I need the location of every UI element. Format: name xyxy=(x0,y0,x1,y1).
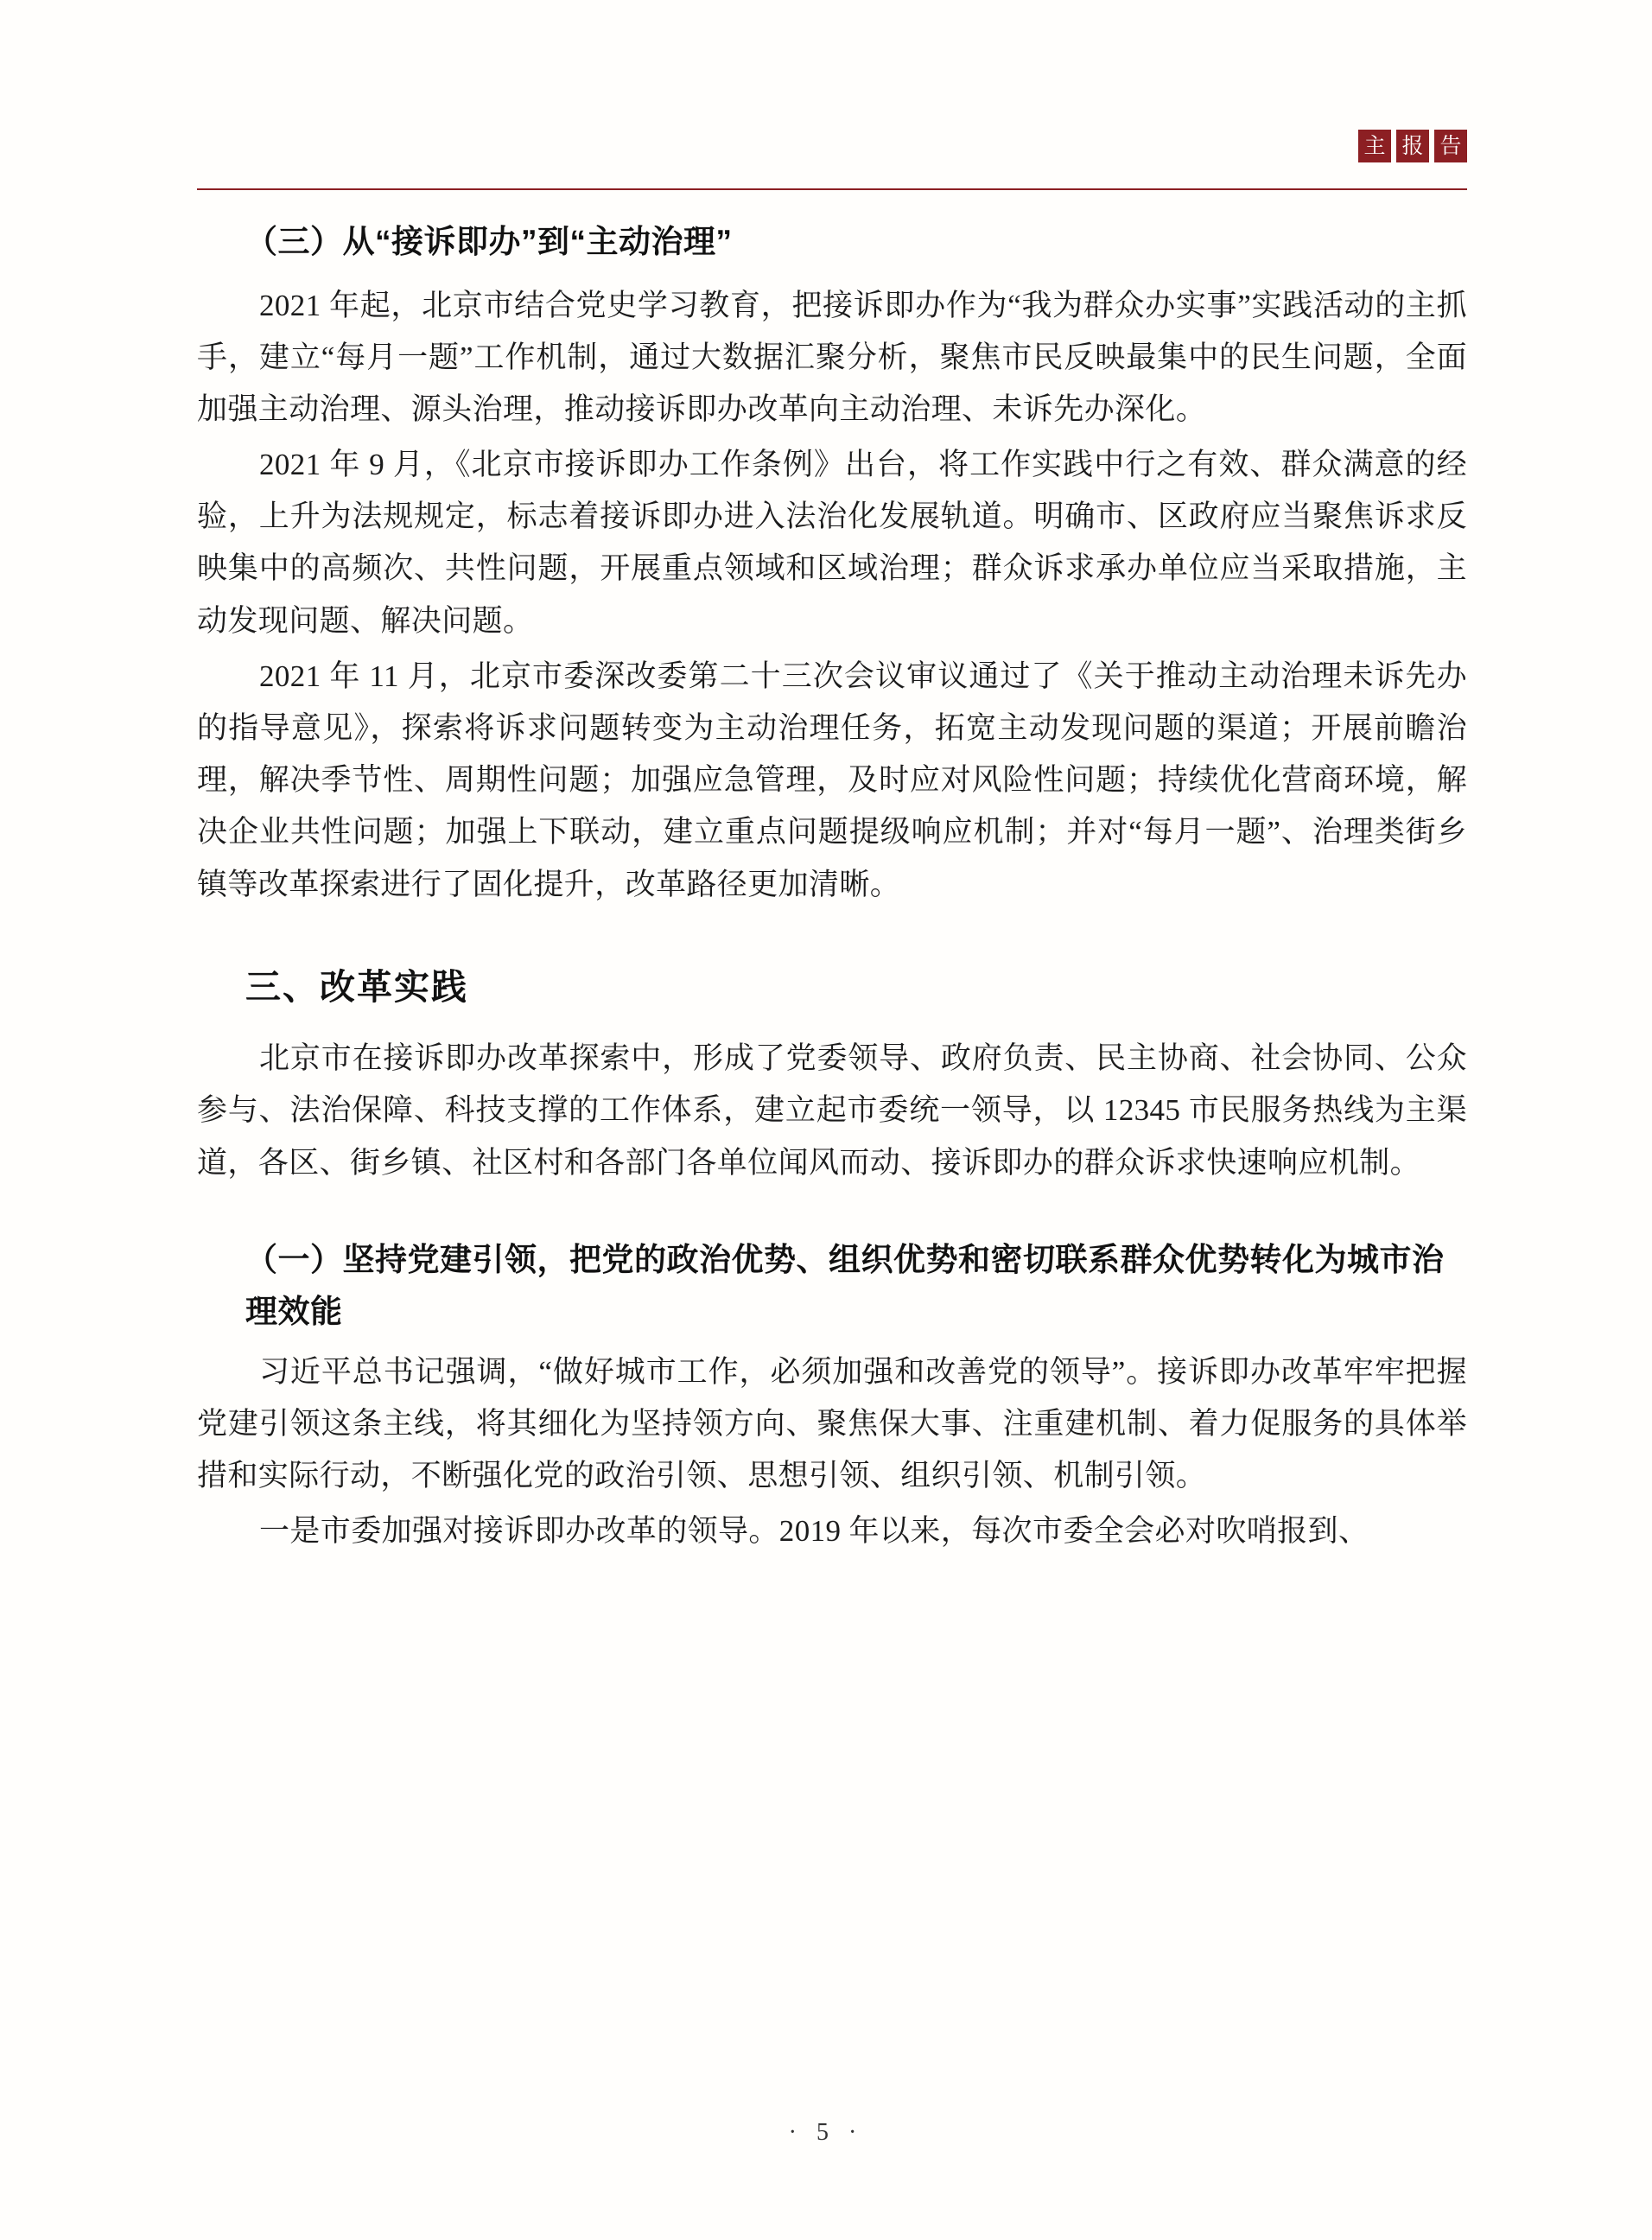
paragraph-3: 2021 年 11 月，北京市委深改委第二十三次会议审议通过了《关于推动主动治理未诉先办的指导意见》，探索将诉求问题转变为主动治理任务，拓宽主动发现问题的渠道；开展前瞻治理，解决季节性、周期性问题；加强应急管理，及时应对风险性问题；持续优化营商环境，解决企业共性问题；加强上下联动，建立重点问题提级响应机制；并对“每月一题”、治理类街乡镇等改革探索进行了固化提升，改革路径更加清晰。 xyxy=(197,659,1467,901)
page-header xyxy=(197,130,1467,190)
heading-section-3-part-1: （一）坚持党建引领，把党的政治优势、组织优势和密切联系群众优势转化为城市治理效能 xyxy=(245,1241,1445,1329)
paragraph-4: 北京市在接诉即办改革探索中，形成了党委领导、政府负责、民主协商、社会协同、公众参与、法治保障、科技支撑的工作体系，建立起市委统一领导，以 12345 市民服务热线为主渠道，各区、街乡镇、社区村和各部门各单位闻风而动、接诉即办的群众诉求快速响应机制。 xyxy=(197,1041,1467,1180)
paragraph-6: 一是市委加强对接诉即办改革的领导。2019 年以来，每次市委全会必对吹哨报到、 xyxy=(259,1514,1369,1549)
header-divider xyxy=(197,188,1467,190)
page-content xyxy=(197,218,1467,1561)
section-badge xyxy=(1358,130,1467,162)
badge-char-3: 告 xyxy=(1434,130,1467,162)
page-number: · 5 · xyxy=(788,2119,864,2146)
paragraph-2: 2021 年 9 月，《北京市接诉即办工作条例》出台，将工作实践中行之有效、群众满意的经验，上升为法规规定，标志着接诉即办进入法治化发展轨道。明确市、区政府应当聚焦诉求反映集中的高频次、共性问题，开展重点领域和区域治理；群众诉求承办单位应当采取措施，主动发现问题、解决问题。 xyxy=(197,448,1467,638)
badge-char-1: 主 xyxy=(1358,130,1391,162)
heading-section-3: 三、改革实践 xyxy=(245,966,468,1007)
heading-section-3-part-3: （三）从“接诉即办”到“主动治理” xyxy=(245,224,733,259)
paragraph-1: 2021 年起，北京市结合党史学习教育，把接诉即办作为“我为群众办实事”实践活动的主抓手，建立“每月一题”工作机制，通过大数据汇聚分析，聚焦市民反映最集中的民生问题，全面加强主动治理、源头治理，推动接诉即办改革向主动治理、未诉先办深化。 xyxy=(197,288,1467,426)
paragraph-5: 习近平总书记强调，“做好城市工作，必须加强和改善党的领导”。接诉即办改革牢牢把握党建引领这条主线，将其细化为坚持领方向、聚焦保大事、注重建机制、着力促服务的具体举措和实际行动，不断强化党的政治引领、思想引领、组织引领、机制引领。 xyxy=(197,1354,1467,1493)
badge-char-2: 报 xyxy=(1396,130,1429,162)
